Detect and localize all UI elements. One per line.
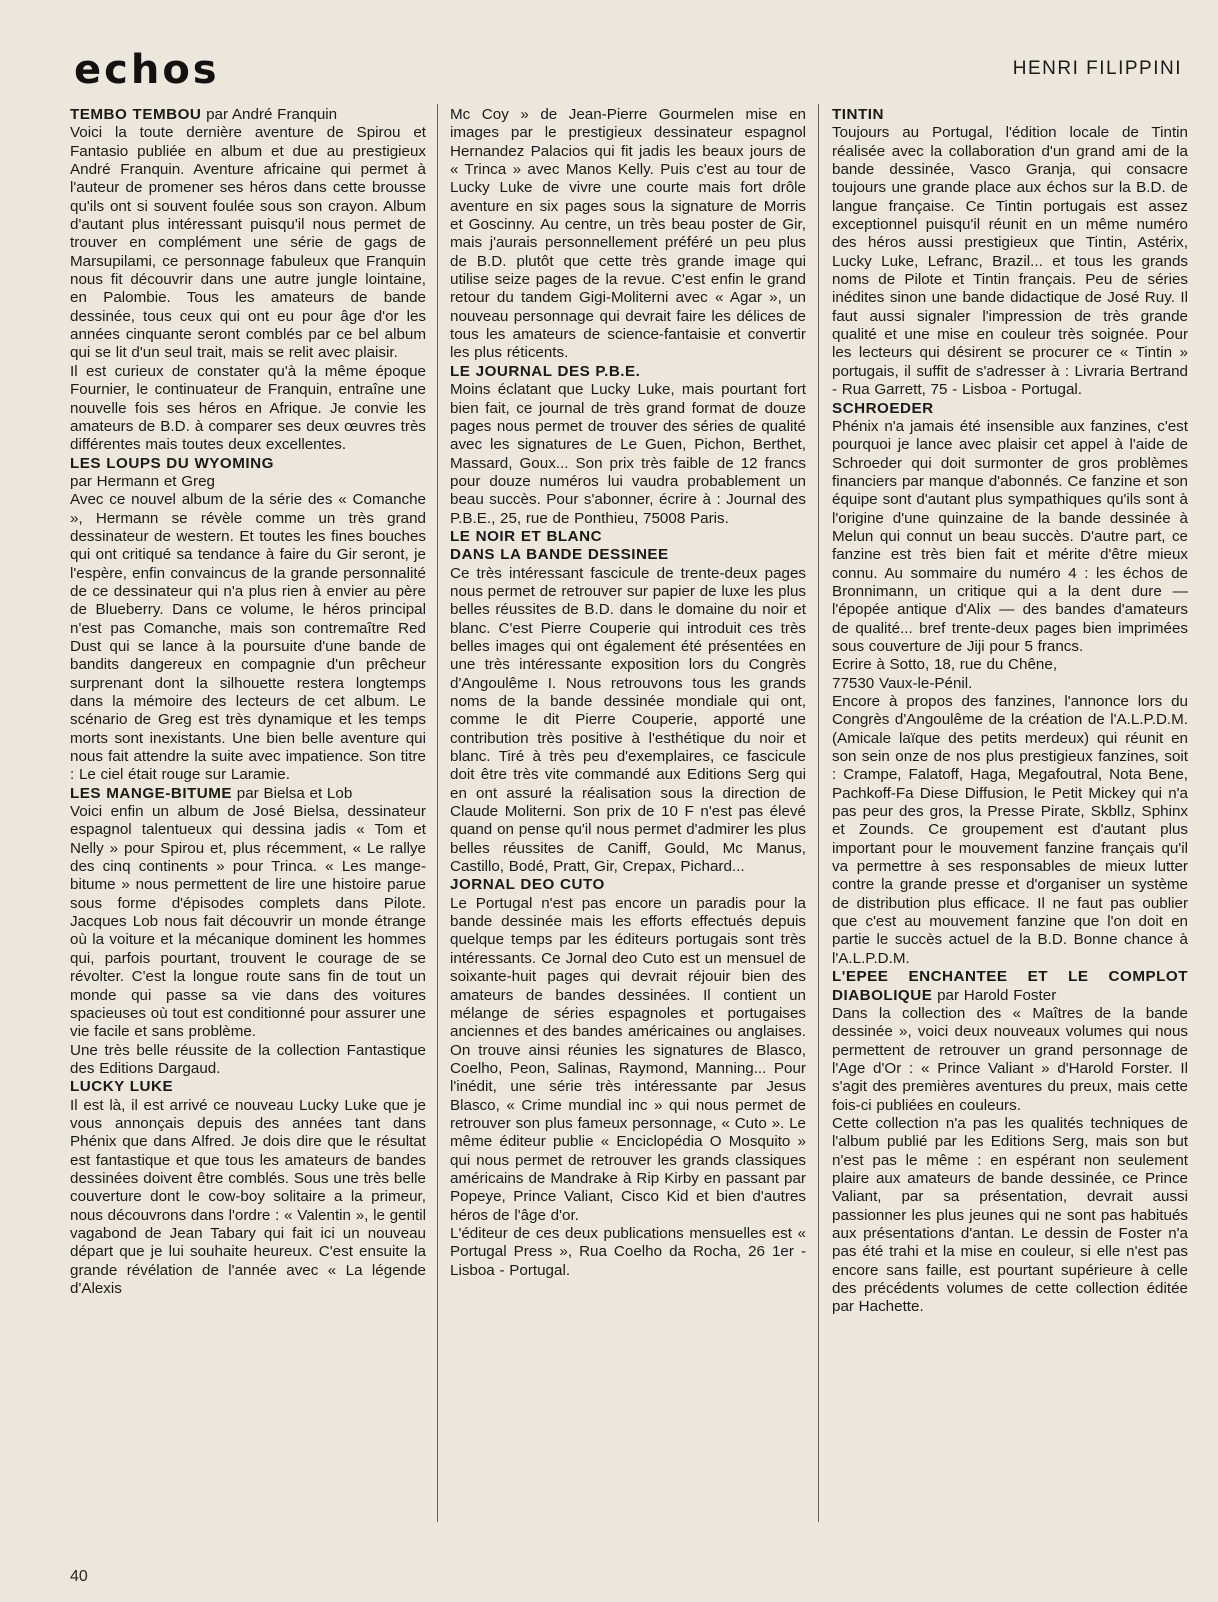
column-rule [437,104,438,1522]
article-paragraph: Une très belle réussite de la collection Fantastique des Editions Dargaud. [70,1041,426,1077]
article-title-line2: DANS LA BANDE DESSINEE [450,546,669,564]
article-heading [832,968,1188,1005]
article-byline: par Harold Foster [932,986,1057,1004]
article-section [832,968,1188,1317]
article-title: TEMBO TEMBOU [70,106,202,123]
masthead: echos [74,47,220,93]
article-byline: par Hermann et Greg [70,472,216,490]
column-1 [70,106,426,1526]
article-section [70,455,426,785]
article-byline: par André Franquin [201,106,338,123]
article-paragraph: Il est là, il est arrivé ce nouveau Lucky Luke que je vous annonçais depuis des années tant dans Phénix que dans Alfred. Je dois dire que le résultat est fantastique et que tous les amateurs de bandes dessinées doivent être comblés. Sous une très belle couverture dont le cow-boy solitaire a la primeur, nous découvrons dans l'ordre : « Valentin », le gentil vagabond de Jean Tabary qui fait ici un nouveau départ que je lui souhaite heureux. C'est ensuite la grande révélation de l'année avec « La légende d'Alexis [70,1096,426,1297]
article-title: SCHROEDER [832,399,934,417]
article-heading [832,106,1188,124]
article-section [832,106,1188,400]
article-section [450,528,806,877]
article-paragraph: L'éditeur de ces deux publications mensuelles est « Portugal Press », Rua Coelho da Rocha, 26 1er - Lisboa - Portugal. [450,1224,806,1279]
article-heading [450,363,806,381]
article-title: LE JOURNAL DES P.B.E. [450,362,641,380]
article-paragraph: Il est curieux de constater qu'à la même époque Fournier, le continuateur de Franquin, entraîne une nouvelle fois ses héros en Afrique. Je convie les amateurs de B.D. à comparer ses deux œuvres très différentes mais toutes deux excellentes. [70,362,426,454]
article-section [450,876,806,1280]
article-section [450,363,806,528]
article-paragraph: Ce très intéressant fascicule de trente-deux pages nous permet de retrouver sur papier de luxe les plus belles réussites de B.D. dans le domaine du noir et blanc. C'est Pierre Couperie qui introduit ces très belles images qui ont également été présentées en une très intéressante exposition lors du Congrès d'Angoulême I. Nous retrouvons tous les grands noms de la bande dessinée mondiale qui ont, comme le dit Pierre Couperie, apporté une contribution très positive à l'esthétique du noir et blanc. Tiré à très peu d'exemplaires, ce fascicule doit être très vite commandé aux Editions Serg qui en ont assuré la réalisation sous la direction de Claude Moliterni. Son prix de 10 F n'est pas élevé quand on pense qu'il nous permet d'admirer les plus belles réussites de Caniff, Gould, Mc Manus, Castillo, Bodé, Pratt, Gir, Crepax, Pichard... [450,564,806,876]
article-heading [70,785,426,803]
article-heading [70,1078,426,1096]
article-paragraph: Encore à propos des fanzines, l'annonce lors du Congrès d'Angoulême de la création de l'A.L.P.D.M. (Amicale laïque des petits merdeux) qui réunit en son sein onze de nos plus prestigieux fanzines, soit : Crampe, Falatoff, Haga, Megafoutral, Nota Bene, Pachkoff-Fa Diese Diffusion, le Petit Mickey qui n'a pas peur des gros, la Presse Pirate, Skbllz, Sphinx et Zounds. Ce groupement est d'autant plus important pour le mouvement fanzine français qu'il va permettre à ses responsables de mieux lutter contre la grande presse et d'organiser un système de distribution plus efficace. Il ne faut pas oublier que c'est au mouvement fanzine que l'on doit en partie le succès actuel de la B.D. Bonne chance à l'A.L.P.D.M. [832,693,1188,967]
article-paragraph: Voici enfin un album de José Bielsa, dessinateur espagnol talentueux qui dessina jadis « Tom et Nelly » pour Spirou et, plus récemment, « Le rallye des cinq continents » pour Trinca. « Les mange-bitume » nous permettent de lire une histoire parue sous forme d'épisodes complets dans Pilote. Jacques Lob nous fait découvrir un monde étrange où la voiture et la mécanique dominent les hommes qui, parfois pourtant, trouvent le courage de se révolter. C'est la longue route sans fin de tout un monde qui passe sa vie dans des voitures spacieuses où tout est conditionné pour assurer une vie facile et sans problème. [70,803,426,1041]
article-heading [450,528,806,546]
article-heading [70,106,426,124]
article-paragraph: Le Portugal n'est pas encore un paradis pour la bande dessinée mais les efforts effectués depuis quelque temps par les éditeurs portugais sont très intéressants. Ce Jornal deo Cuto est un mensuel de soixante-huit pages qui devrait réjouir bien des amateurs de bandes dessinées. Il contient un mélange de séries espagnoles et portugaises anciennes et des bandes américaines ou anglaises. On trouve ainsi réunies les signatures de Blasco, Coelho, Peon, Salinas, Raymond, Manning... Pour l'inédit, une série très intéressante par Jesus Blasco, « Crime mundial inc » qui nous permet de retrouver son plus fameux personnage, « Cuto ». Le même éditeur publie « Enciclopédia O Mosquito » qui nous permet de retrouver les grands classiques américains de Mandrake à Rip Kirby en passant par Popeye, Prince Valiant, Cisco Kid et bien d'autres héros de l'âge d'or. [450,894,806,1224]
article-paragraph: Voici la toute dernière aventure de Spirou et Fantasio publiée en album et due au prestigieux André Franquin. Aventure africaine qui permet à l'auteur de promener ses héros dans cette brousse qu'ils ont si souvent foulée sous son crayon. Album d'autant plus intéressant puisqu'il nous permet de trouver en complément une série de gags de Marsupilami, ce personnage fabuleux que Franquin nous fit découvrir dans une autre jungle lointaine, en Palombie. Tous les amateurs de bande dessinée, tous ceux qui ont eu pour âge d'or les années cinquante seront comblés par ce bel album qui se lit d'un seul trait, mais se relit avec plaisir. [70,124,426,362]
article-title: JORNAL DEO CUTO [450,876,605,894]
page-number: 40 [70,1568,88,1585]
article-title: L'EPEE ENCHANTEE ET LE COMPLOT DIABOLIQUE [832,968,1188,1004]
column-2 [450,106,806,1526]
article-heading [450,876,806,894]
article-title: LE NOIR ET BLANC [450,527,603,545]
article-section [70,1078,426,1298]
article-paragraph: Mc Coy » de Jean-Pierre Gourmelen mise en images par le prestigieux dessinateur espagnol Hernandez Palacios qui fit jadis les beaux jours de « Trinca » avec Manos Kelly. Puis c'est au tour de Lucky Luke de vivre une courte mais fort drôle aventure en six pages sous la signature de Morris et Goscinny. Au centre, un très beau poster de Gir, mais j'aurais personnellement préféré un peu plus de B.D. plutôt que cette très grande image qui utilise seize pages de la revue. C'est enfin le grand retour du tandem Gigi-Moliterni avec « Agar », un nouveau personnage qui devrait faire les délices de tous les amateurs de science-fantaisie et convertir les plus réticents. [450,106,806,362]
article-section [832,400,1188,969]
article-section [70,106,426,455]
article-paragraph: Toujours au Portugal, l'édition locale de Tintin réalisée avec la collaboration d'un grand ami de la bande dessinée, Vasco Granja, qui consacre toujours une grande place aux échos sur la B.D. de langue française. Ce Tintin portugais est assez exceptionnel puisqu'il réunit en un même numéro des héros aussi prestigieux que Tintin, Astérix, Lucky Luke, Lefranc, Brazil... et tous les grands noms de Pilote et Tintin français. Peu de séries inédites sinon une bande didactique de José Ruy. Il faut aussi signaler l'impression de très grande qualité et une mise en couleur très soignée. Pour les lecteurs qui désirent se procurer ce « Tintin » portugais, il suffit de s'adresser à : Livraria Bertrand - Rua Garrett, 75 - Lisboa - Portugal. [832,124,1188,399]
article-paragraph: Cette collection n'a pas les qualités techniques de l'album publié par les Editions Serg, mais son but n'est pas le même : en espérant non seulement plaire aux amateurs de bande dessinée, ce Prince Valiant, par sa présentation, devrait aussi passionner les plus jeunes qui ne sont pas habitués aux présentations d'antan. Le dessin de Foster n'a pas été trahi et la mise en couleur, si elle n'est pas encore sans faille, est pourtant supérieure à celle des précédents volumes de cette collection éditée par Hachette. [832,1114,1188,1316]
article-paragraph: Dans la collection des « Maîtres de la bande dessinée », voici deux nouveaux volumes qui nous permettent de retrouver un grand personnage de l'Age d'Or : « Prince Valiant » d'Harold Forster. Il s'agit des premières aventures du preux, mais cette fois-ci publiées en couleurs. [832,1004,1188,1114]
article-paragraph: 77530 Vaux-le-Pénil. [832,674,973,692]
column-rule [818,104,819,1522]
article-section [450,106,806,363]
article-title: LUCKY LUKE [70,1078,174,1096]
article-paragraph: Ecrire à Sotto, 18, rue du Chêne, [832,656,1058,674]
column-3 [832,106,1188,1526]
article-section [70,785,426,1079]
article-heading [832,400,1188,418]
author-name: HENRI FILIPPINI [1012,58,1182,79]
article-heading [70,455,426,473]
article-paragraph: Moins éclatant que Lucky Luke, mais pourtant fort bien fait, ce journal de très grand format de douze pages nous permet de trouver des séries de qualité avec les signatures de Le Guen, Pichon, Berthet, Massard, Goux... Son prix très faible de 12 francs pour douze numéros lui vaudra probablement un beau succès. Pour s'abonner, écrire à : Journal des P.B.E., 25, rue de Ponthieu, 75008 Paris. [450,381,806,527]
article-paragraph: Avec ce nouvel album de la série des « Comanche », Hermann se révèle comme un très grand dessinateur de western. Et toutes les fines bouches qui ont critiqué sa tendance à faire du Gir seront, je l'espère, enfin convaincus de la grande personnalité de ce dessinateur qui n'a plus rien à envier au père de Blueberry. Dans ce volume, le héros principal n'est pas Comanche, mais son contremaître Red Dust qui se lance à la poursuite d'une bande de bandits dangereux en compagnie d'un prêcheur surprenant dont la silhouette restera longtemps dans la mémoire des lecteurs de cet album. Le scénario de Greg est très dynamique et les temps morts sont inexistants. Une bien belle aventure qui nous fait attendre la suite avec impatience. Son titre : Le ciel était rouge sur Laramie. [70,491,426,784]
article-title: LES LOUPS DU WYOMING [70,454,274,472]
article-title: LES MANGE-BITUME [70,784,233,802]
article-title: TINTIN [832,106,884,123]
article-paragraph: Phénix n'a jamais été insensible aux fanzines, c'est pourquoi je lance avec plaisir cet appel à l'aide de Schroeder qui doit surmonter de gros problèmes financiers par manque d'abonnés. Ce fanzine et son équipe sont d'autant plus sympathiques qu'ils sont à l'origine d'une quinzaine de la bande dessinée à Melun qui connut un beau succès. D'autre part, ce fanzine est très bien fait et mérite d'être mieux connu. Au sommaire du numéro 4 : les échos de Bronnimann, un critique qui a la dent dure — l'épopée antique d'Alix — des bandes d'amateurs de qualité... bref trente-deux pages bien imprimées sous couverture de Jiji pour 5 francs. [832,417,1188,655]
article-byline: par Bielsa et Lob [232,784,353,802]
